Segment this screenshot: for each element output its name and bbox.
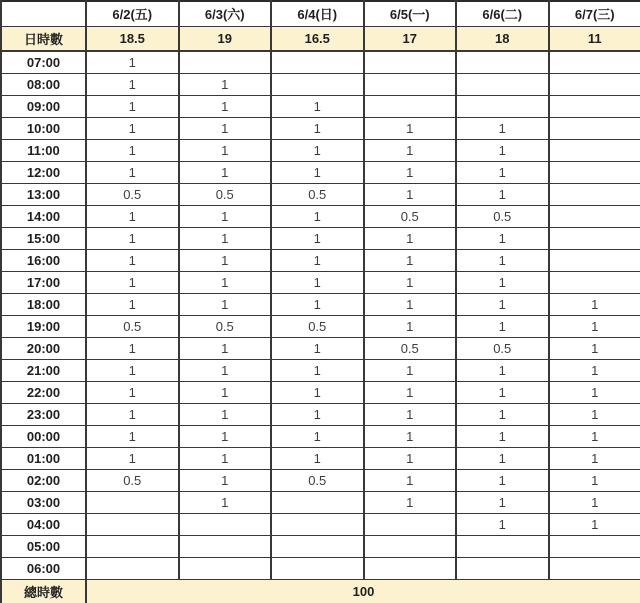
table-row	[1, 95, 640, 117]
table-row	[1, 535, 640, 557]
hour-cell[interactable]	[179, 51, 272, 73]
hour-cell[interactable]: 1	[271, 447, 364, 469]
hour-cell[interactable]	[86, 513, 179, 535]
hour-cell[interactable]: 1	[271, 359, 364, 381]
hour-cell[interactable]	[456, 73, 549, 95]
hour-cell[interactable]: 1	[86, 337, 179, 359]
time-label: 16:00	[1, 249, 86, 271]
table-row	[1, 315, 640, 337]
hour-cell[interactable]	[549, 557, 640, 579]
date-header-col-2[interactable]: 6/3(六)	[179, 1, 272, 26]
hour-cell[interactable]: 1	[456, 425, 549, 447]
hour-cell[interactable]: 1	[456, 161, 549, 183]
hour-cell[interactable]: 0.5	[179, 315, 272, 337]
time-label: 04:00	[1, 513, 86, 535]
hour-cell[interactable]	[271, 557, 364, 579]
hour-cell[interactable]: 1	[549, 469, 640, 491]
hour-cell[interactable]: 1	[179, 491, 272, 513]
hour-cell[interactable]	[456, 51, 549, 73]
hour-cell[interactable]: 1	[364, 315, 457, 337]
hour-cell[interactable]: 1	[179, 359, 272, 381]
hour-cell[interactable]: 1	[456, 139, 549, 161]
daily-total-label: 日時數	[1, 26, 86, 51]
table-row	[1, 337, 640, 359]
date-header-col-5[interactable]: 6/6(二)	[456, 1, 549, 26]
hour-cell[interactable]: 1	[456, 403, 549, 425]
hour-cell[interactable]: 1	[271, 249, 364, 271]
hour-cell[interactable]	[86, 557, 179, 579]
date-header-col-6[interactable]: 6/7(三)	[549, 1, 640, 26]
time-label: 23:00	[1, 403, 86, 425]
time-label: 03:00	[1, 491, 86, 513]
time-label: 06:00	[1, 557, 86, 579]
hour-cell[interactable]: 1	[456, 183, 549, 205]
hour-cell[interactable]: 1	[456, 491, 549, 513]
time-label: 07:00	[1, 51, 86, 73]
hour-cell[interactable]: 1	[549, 425, 640, 447]
table-row	[1, 381, 640, 403]
hour-cell[interactable]: 1	[271, 425, 364, 447]
hour-cell[interactable]: 1	[86, 381, 179, 403]
daily-total-cell[interactable]: 17	[364, 26, 457, 51]
hour-cell[interactable]	[549, 227, 640, 249]
hour-cell[interactable]: 0.5	[271, 183, 364, 205]
hour-cell[interactable]: 1	[179, 447, 272, 469]
hour-cell[interactable]: 1	[364, 117, 457, 139]
hour-cell[interactable]: 1	[179, 139, 272, 161]
hour-cell[interactable]: 1	[549, 447, 640, 469]
hour-cell[interactable]: 1	[549, 513, 640, 535]
hour-cell[interactable]	[549, 139, 640, 161]
hour-cell[interactable]: 1	[271, 227, 364, 249]
hour-cell[interactable]: 1	[456, 117, 549, 139]
hour-cell[interactable]: 1	[456, 315, 549, 337]
hour-cell[interactable]: 1	[549, 293, 640, 315]
hour-cell[interactable]: 1	[456, 381, 549, 403]
table-row	[1, 491, 640, 513]
hour-cell[interactable]: 1	[86, 271, 179, 293]
hour-cell[interactable]: 1	[179, 95, 272, 117]
hour-cell[interactable]	[549, 117, 640, 139]
hour-cell[interactable]	[549, 161, 640, 183]
hour-cell[interactable]	[549, 183, 640, 205]
table-row	[1, 205, 640, 227]
hour-cell[interactable]: 1	[364, 293, 457, 315]
hour-cell[interactable]: 1	[456, 513, 549, 535]
hour-cell[interactable]: 1	[364, 491, 457, 513]
hour-cell[interactable]: 1	[179, 161, 272, 183]
hour-cell[interactable]	[271, 491, 364, 513]
hour-cell[interactable]: 1	[179, 271, 272, 293]
daily-total-cell[interactable]: 18	[456, 26, 549, 51]
hour-cell[interactable]: 1	[364, 447, 457, 469]
daily-total-cell[interactable]: 18.5	[86, 26, 179, 51]
hour-cell[interactable]: 1	[456, 469, 549, 491]
hour-cell[interactable]: 1	[364, 271, 457, 293]
hour-cell[interactable]: 1	[86, 293, 179, 315]
hour-cell[interactable]: 1	[179, 469, 272, 491]
hour-cell[interactable]	[364, 51, 457, 73]
time-label: 05:00	[1, 535, 86, 557]
time-rows	[1, 51, 640, 579]
hour-cell[interactable]: 1	[364, 161, 457, 183]
hour-cell[interactable]: 0.5	[271, 469, 364, 491]
hour-cell[interactable]	[364, 513, 457, 535]
time-label: 17:00	[1, 271, 86, 293]
hour-cell[interactable]	[549, 271, 640, 293]
table-row	[1, 403, 640, 425]
table-row	[1, 425, 640, 447]
hour-cell[interactable]: 1	[179, 73, 272, 95]
hour-cell[interactable]: 1	[271, 271, 364, 293]
time-label: 15:00	[1, 227, 86, 249]
date-header-col-3[interactable]: 6/4(日)	[271, 1, 364, 26]
grand-total-value[interactable]: 100	[86, 579, 640, 603]
time-label: 20:00	[1, 337, 86, 359]
hour-cell[interactable]: 1	[456, 359, 549, 381]
hour-cell[interactable]	[549, 205, 640, 227]
hour-cell[interactable]: 1	[271, 293, 364, 315]
date-header-row	[1, 1, 640, 26]
table-row	[1, 447, 640, 469]
hour-cell[interactable]: 1	[364, 359, 457, 381]
hour-cell[interactable]: 0.5	[456, 337, 549, 359]
daily-total-row	[1, 26, 640, 51]
hour-cell[interactable]: 1	[86, 447, 179, 469]
time-label: 13:00	[1, 183, 86, 205]
hour-cell[interactable]	[549, 535, 640, 557]
hour-cell[interactable]: 1	[364, 183, 457, 205]
hour-cell[interactable]: 1	[271, 95, 364, 117]
grand-total-row	[1, 579, 640, 603]
hour-cell[interactable]	[549, 51, 640, 73]
hour-cell[interactable]: 0.5	[86, 315, 179, 337]
time-label: 14:00	[1, 205, 86, 227]
hour-cell[interactable]: 1	[549, 381, 640, 403]
hour-cell[interactable]: 1	[179, 293, 272, 315]
table-row	[1, 161, 640, 183]
hour-cell[interactable]: 1	[86, 227, 179, 249]
hour-cell[interactable]	[549, 95, 640, 117]
hour-cell[interactable]	[364, 535, 457, 557]
hour-cell[interactable]	[456, 95, 549, 117]
time-label: 11:00	[1, 139, 86, 161]
hour-cell[interactable]: 1	[86, 249, 179, 271]
table-row	[1, 359, 640, 381]
hour-cell[interactable]: 1	[271, 381, 364, 403]
hour-cell[interactable]: 1	[179, 117, 272, 139]
hour-cell[interactable]	[456, 557, 549, 579]
daily-total-cell[interactable]: 11	[549, 26, 640, 51]
hour-cell[interactable]: 1	[179, 425, 272, 447]
hour-cell[interactable]: 1	[364, 139, 457, 161]
hour-cell[interactable]: 1	[271, 161, 364, 183]
table-row	[1, 249, 640, 271]
time-label: 19:00	[1, 315, 86, 337]
hour-cell[interactable]: 1	[179, 337, 272, 359]
table-row	[1, 293, 640, 315]
hour-cell[interactable]: 1	[456, 271, 549, 293]
hour-cell[interactable]: 1	[86, 161, 179, 183]
hour-cell[interactable]	[271, 535, 364, 557]
time-label: 21:00	[1, 359, 86, 381]
hour-cell[interactable]: 1	[86, 359, 179, 381]
hour-cell[interactable]: 0.5	[86, 183, 179, 205]
hour-cell[interactable]	[179, 557, 272, 579]
hour-cell[interactable]	[549, 249, 640, 271]
time-label: 08:00	[1, 73, 86, 95]
date-header-col-1[interactable]: 6/2(五)	[86, 1, 179, 26]
hour-cell[interactable]: 1	[364, 381, 457, 403]
table-row	[1, 469, 640, 491]
hour-cell[interactable]	[179, 513, 272, 535]
hour-cell[interactable]: 1	[364, 425, 457, 447]
hour-cell[interactable]: 1	[364, 227, 457, 249]
hour-cell[interactable]	[364, 73, 457, 95]
hour-cell[interactable]	[549, 73, 640, 95]
hour-cell[interactable]: 1	[364, 403, 457, 425]
hour-cell[interactable]	[86, 535, 179, 557]
hour-cell[interactable]: 1	[549, 359, 640, 381]
hour-cell[interactable]: 1	[456, 249, 549, 271]
hour-cell[interactable]: 1	[179, 403, 272, 425]
time-label: 00:00	[1, 425, 86, 447]
hour-cell[interactable]: 1	[549, 491, 640, 513]
table-row	[1, 73, 640, 95]
table-row	[1, 271, 640, 293]
hour-cell[interactable]: 0.5	[364, 337, 457, 359]
hour-cell[interactable]: 1	[271, 117, 364, 139]
hour-cell[interactable]: 1	[456, 293, 549, 315]
corner-cell[interactable]	[1, 1, 86, 26]
hour-cell[interactable]	[271, 73, 364, 95]
daily-total-cell[interactable]: 16.5	[271, 26, 364, 51]
hour-cell[interactable]: 1	[86, 117, 179, 139]
table-row	[1, 139, 640, 161]
hour-cell[interactable]: 0.5	[179, 183, 272, 205]
hour-cell[interactable]: 1	[549, 403, 640, 425]
hour-cell[interactable]	[364, 557, 457, 579]
hour-cell[interactable]: 1	[456, 447, 549, 469]
hour-cell[interactable]: 1	[86, 73, 179, 95]
hour-cell[interactable]: 1	[364, 249, 457, 271]
hour-cell[interactable]: 1	[549, 337, 640, 359]
hour-cell[interactable]	[179, 535, 272, 557]
hour-cell[interactable]	[86, 491, 179, 513]
hour-cell[interactable]: 1	[271, 403, 364, 425]
hour-cell[interactable]	[271, 513, 364, 535]
table-row	[1, 117, 640, 139]
hour-cell[interactable]: 1	[179, 381, 272, 403]
hour-cell[interactable]	[456, 535, 549, 557]
hour-cell[interactable]: 0.5	[271, 315, 364, 337]
time-label: 12:00	[1, 161, 86, 183]
hour-cell[interactable]: 1	[179, 205, 272, 227]
table-row	[1, 227, 640, 249]
table-row	[1, 183, 640, 205]
hour-cell[interactable]: 1	[86, 95, 179, 117]
hour-cell[interactable]: 0.5	[456, 205, 549, 227]
hour-cell[interactable]: 1	[549, 315, 640, 337]
table-row	[1, 51, 640, 73]
hour-cell[interactable]: 1	[86, 139, 179, 161]
hour-cell[interactable]: 1	[456, 227, 549, 249]
hour-cell[interactable]	[271, 51, 364, 73]
date-header-col-4[interactable]: 6/5(一)	[364, 1, 457, 26]
hour-cell[interactable]: 1	[179, 227, 272, 249]
hour-cell[interactable]: 0.5	[364, 205, 457, 227]
grand-total-label: 總時數	[1, 579, 86, 603]
table-row	[1, 557, 640, 579]
daily-total-cell[interactable]: 19	[179, 26, 272, 51]
hour-cell[interactable]: 1	[271, 205, 364, 227]
table-row	[1, 513, 640, 535]
time-label: 01:00	[1, 447, 86, 469]
hour-cell[interactable]: 1	[271, 139, 364, 161]
time-label: 02:00	[1, 469, 86, 491]
hour-cell[interactable]: 1	[179, 249, 272, 271]
hour-cell[interactable]: 1	[271, 337, 364, 359]
hour-cell[interactable]: 0.5	[86, 469, 179, 491]
hour-cell[interactable]: 1	[86, 403, 179, 425]
hour-cell[interactable]: 1	[86, 51, 179, 73]
hour-cell[interactable]: 1	[86, 205, 179, 227]
time-label: 22:00	[1, 381, 86, 403]
time-label: 10:00	[1, 117, 86, 139]
hour-cell[interactable]: 1	[86, 425, 179, 447]
time-label: 18:00	[1, 293, 86, 315]
hour-cell[interactable]	[364, 95, 457, 117]
time-label: 09:00	[1, 95, 86, 117]
hour-cell[interactable]: 1	[364, 469, 457, 491]
